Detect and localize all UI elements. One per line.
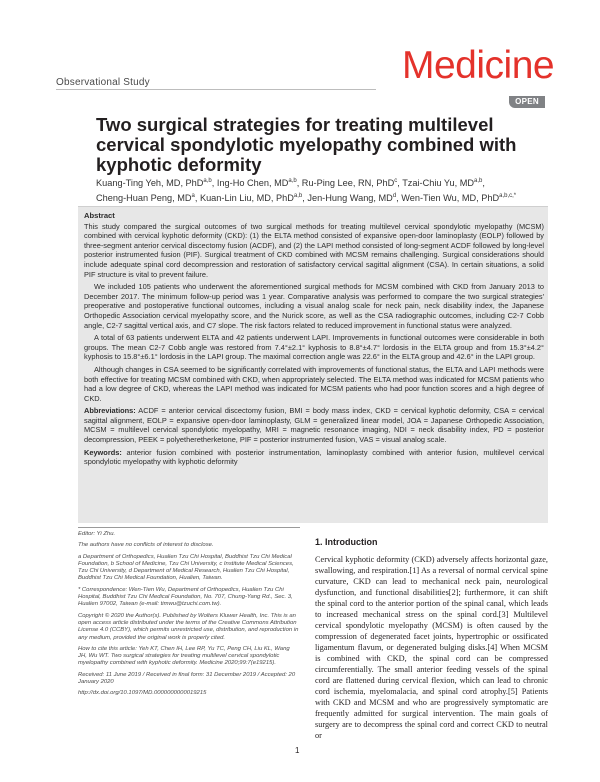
footnote-divider: [78, 527, 300, 528]
correspondence: * Correspondence: Wen-Tien Wu, Department of Orthopedics, Hualien Tzu Chi Hospital, Buddhist Tzu Chi Medical Foundation, No. 707, Chung-Yang Rd., Sec. 3, Hualien 97002, Taiwan (e-mail: timwu@tzuchi.com.tw).: [78, 586, 293, 608]
author-affil: a,b: [203, 178, 212, 184]
author-affil: a,b: [288, 178, 297, 184]
author: , Tzai-Chiu Yu, MD: [397, 178, 475, 189]
conflict-note: The authors have no conflicts of interest to disclose.: [78, 542, 214, 549]
abstract-paragraph: We included 105 patients who underwent the aforementioned surgical methods for MCSM combined with CKD from January 2013 to December 2017. The minimum follow-up period was 1 year. Comparative analysis was performed to compare the two surgical strategies' preoperative and postoperative functional outcomes, including a visual analog scale for neck pain, neck disability index, the Japanese Orthopedic Association cervical myelopathy score, and the Nurick score, as well as the CSA radiographic outcomes, including C2-7 Cobb angle, C2-7 sagittal vertical axis, and C7 slope. The risk factors related to reduced improvement in functional status were analyzed.: [84, 282, 544, 330]
keywords: [84, 448, 544, 467]
article-title: Two surgical strategies for treating multilevel cervical spondylotic myelopathy combined with kyphotic deformity: [96, 114, 517, 175]
abstract-paragraph: A total of 63 patients underwent ELTA and 42 patients underwent LAPI. Improvements in functional outcomes were considerable in both groups. The mean C2-7 Cobb angle was restored from 7.4°±2.1° kyphosis to 8.8°±4.7° lordosis in the ELTA group and from 15.3°±4.2° kyphosis to 15.8°±6.1° lordosis in the LAPI group. The maximal correction angle was 22.6° in the ELTA group and 42.6° in the LAPI group.: [84, 333, 544, 362]
author: , Ing-Ho Chen, MD: [211, 178, 289, 189]
dates: Received: 11 June 2019 / Received in final form: 31 December 2019 / Accepted: 20 January 2020: [78, 671, 296, 686]
author: , Ru-Ping Lee, RN, PhD: [296, 178, 395, 189]
editor-note: Editor: Yi Zhu.: [78, 531, 116, 537]
footnotes: [78, 527, 300, 702]
affiliations: a Department of Orthopedics, Hualien Tzu Chi Hospital, Buddhist Tzu Chi Medical Foundation, b School of Medicine, Tzu Chi University, c Institute Medical Sciences, Tzu Chi University, d Department of Medical Research, Hualien Tzu Chi Hospital, Buddhist Tzu Chi Medical Foundation, Hualien, Taiwan.: [78, 553, 294, 582]
abstract-box: [78, 206, 548, 523]
author-affil: a: [191, 192, 195, 199]
section-label: Observational Study: [56, 77, 150, 88]
abbreviations: [84, 406, 544, 444]
author-affil: c: [394, 178, 398, 184]
keywords-text: anterior fusion combined with posterior instrumentation, laminoplasty combined with anterior fusion, multilevel cervical spondylotic myelopathy with kyphotic deformity: [84, 447, 544, 467]
page-number: 1: [295, 746, 300, 755]
introduction-heading: 1. Introduction: [315, 537, 378, 547]
section-divider: [56, 89, 376, 90]
abbreviations-text: ACDF = anterior cervical discectomy fusion, BMI = body mass index, CKD = cervical kyphotic deformity, CSA = cervical sagittal alignment, EOLP = expansive open-door laminoplasty, GLM = generalized linear model, JOA = Japanese Orthopedic Association, MCSM = multilevel cervical spondylotic myelopathy, MRI = magnetic resonance imaging, NDI = neck disability index, PD = posterior decompression, PEEK = polyetheretherketone, PIF = posterior instrumented fusion, VAS = visual analog scale.: [84, 406, 544, 445]
author-affil: d: [392, 192, 397, 199]
author: , Wen-Tien Wu, MD, PhD: [396, 192, 500, 203]
abbreviations-label: Abbreviations:: [84, 406, 136, 416]
author: , Kuan-Lin Liu, MD, PhD: [194, 192, 294, 203]
copyright: Copyright © 2020 the Author(s). Published by Wolters Kluwer Health, Inc. This is an open access article distributed under the terms of the Creative Commons Attribution License 4.0 (CCBY), which permits unrestricted use, distribution, and reproduction in any medium, provided the original work is properly cited.: [78, 612, 299, 641]
abstract-paragraph: Although changes in CSA seemed to be significantly correlated with improvements of functional status, the ELTA and LAPI methods were both effective for treating MCSM combined with CKD, when appropriately selected. The ELTA method was indicated for MCSM patients who had a low degree of CKD, whereas the LAPI method was indicated for MCSM patients who had poor function scores and a high degree of CKD.: [84, 364, 544, 403]
author-affil: a,b: [293, 192, 303, 199]
abstract-heading: Abstract: [84, 211, 115, 220]
author-affil: a,b,c,*: [499, 192, 517, 199]
introduction-section: [315, 537, 548, 741]
abstract-paragraph: This study compared the surgical outcomes of two surgical methods for treating multilevel cervical spondylotic myelopathy (MCSM) combined with cervical kyphotic deformity (CKD): (1) the ELTA method consisted of expansive open-door laminoplasty (EOLP) followed by three-segment anterior cervical discectomy fusion (ACDF), and (2) the LAPI method consisted of long-segment ACDF followed by long-level posterior instrumented fusion (PIF). Surgical treatment of CKD combined with MCSM remains challenging. Surgical considerations should include adequate spinal cord decompression and restoration of satisfactory cervical sagittal alignment (CSA). In certain situations, a solid PIF structure is vital to prevent failure.: [84, 221, 544, 279]
introduction-text: Cervical kyphotic deformity (CKD) adversely affects horizontal gaze, swallowing, and respiration.[1] As a reversal of normal cervical spine curvature, CKD can lead to mechanical neck pain, neurological dysfunction, and functional disabilities[2]; furthermore, it can shift the spinal cord to the anterior portion of the spinal canal, which leads to increased mechanical stress on the spinal cord.[3] Multilevel cervical spondylotic myelopathy (MCSM) is often caused by the compression of degenerated facet joints, hypertrophic or ossificated ligamentum flavum, or degenerated bulging disks.[4] When MCSM is combined with CKD, the spinal cord can be compressed circumferentially. The small anterior feeding vessels of the spinal cord are flattened during cervical flexion, which can lead to chronic cord ischemia, myelomalacia, and spinal cord atrophy.[5] Patients with CKD and MCSM and who are progressively symptomatic are frequently admitted for surgical intervention. The main goals of surgery are to decompress the spinal cord and correct CKD to neutral or: [315, 555, 548, 740]
author: Cheng-Huan Peng, MD: [96, 192, 192, 203]
author-affil: a,b: [474, 178, 483, 184]
journal-logo: Medicine: [402, 44, 555, 87]
author: , Jen-Hung Wang, MD: [302, 192, 393, 203]
author-list: Kuang-Ting Yeh, MD, PhD$^{a,b}$, Ing-Ho Chen, MD$^{a,b}$, Ru-Ping Lee, RN, PhD$^c$, Tzai-Chiu Yu, MD$^{a,b}$, Cheng-Huan Peng, $MD^a$, Kuan-Lin Liu, MD, PhD$^{a,b}$, Jen-Hung Wang, $MD^d$, Wen-Tien Wu, MD, PhD$^{a,b,c,*}$: [96, 178, 517, 203]
citation: How to cite this article: Yeh KT, Chen IH, Lee RP, Yu TC, Peng CH, Liu KL, Wang JH, Wu WT. Two surgical strategies for treating multilevel cervical spondylotic myelopathy combined with kyphotic deformity. Medicine 2020;99:7(e19215).: [78, 645, 290, 667]
author: Kuang-Ting Yeh, MD, PhD: [96, 178, 204, 189]
doi-link[interactable]: http://dx.doi.org/10.1097/MD.0000000000019215: [78, 690, 207, 697]
open-access-badge: OPEN: [509, 96, 545, 108]
keywords-label: Keywords:: [84, 447, 122, 457]
